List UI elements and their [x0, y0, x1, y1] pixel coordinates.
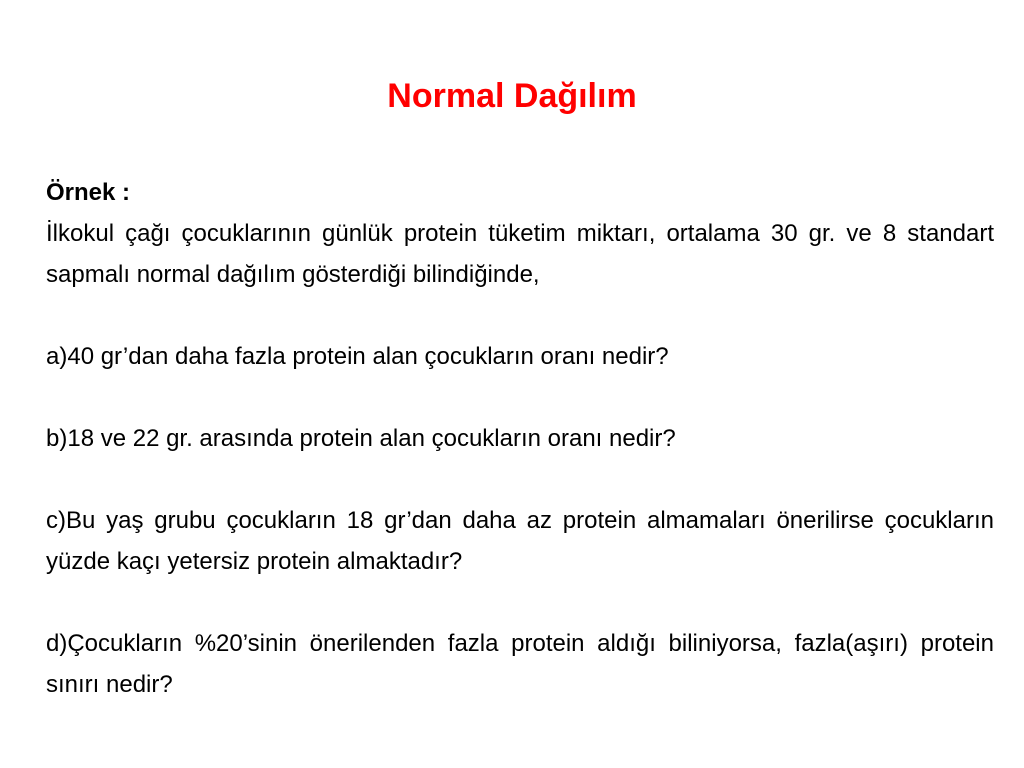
spacer — [46, 459, 994, 500]
slide-body — [46, 172, 994, 705]
example-intro: İlkokul çağı çocuklarının günlük protein tüketim miktarı, ortalama 30 gr. ve 8 standart sapmalı normal dağılım gösterdiği bilindiğinde, — [46, 220, 994, 288]
spacer — [46, 377, 994, 418]
spacer — [46, 582, 994, 623]
spacer — [46, 295, 994, 336]
example-label: Örnek : — [46, 179, 131, 206]
question-c: c)Bu yaş grubu çocukların 18 gr’dan daha az protein almamaları önerilirse çocukların yüzde kaçı yetersiz protein almaktadır? — [46, 507, 994, 575]
question-d: d)Çocukların %20’sinin önerilenden fazla protein aldığı biliniyorsa, fazla(aşırı) protein sınırı nedir? — [46, 630, 994, 698]
slide-title: Normal Dağılım — [387, 77, 637, 115]
question-a: a)40 gr’dan daha fazla protein alan çocukların oranı nedir? — [46, 343, 669, 370]
question-b: b)18 ve 22 gr. arasında protein alan çocukların oranı nedir? — [46, 425, 676, 452]
